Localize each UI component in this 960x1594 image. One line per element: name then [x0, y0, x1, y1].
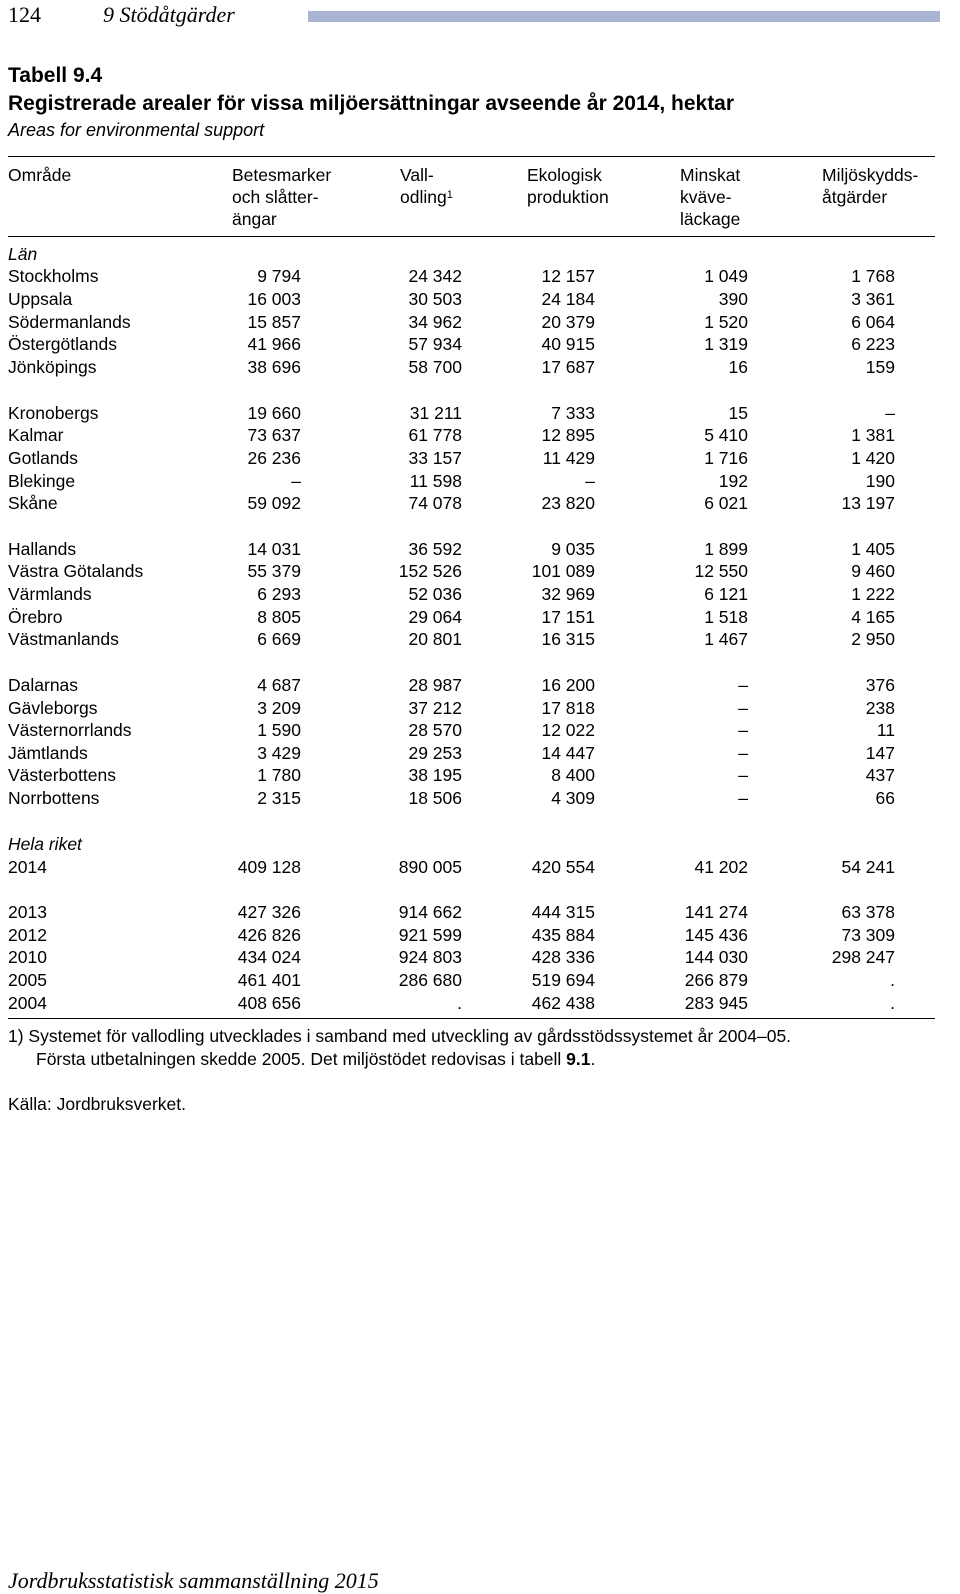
cell-value: 1 405	[851, 539, 895, 559]
cell-value: 31 211	[409, 403, 462, 423]
cell-value: 9 794	[257, 266, 301, 286]
cell-value: –	[738, 698, 748, 718]
cell-value: 6 064	[851, 312, 895, 332]
cell-value: –	[885, 403, 895, 423]
cell-value: 238	[865, 698, 895, 718]
table-row	[0, 719, 960, 741]
cell-value: 8 400	[551, 765, 595, 785]
column-header-ekologisk: Ekologisk produktion	[527, 165, 609, 207]
cell-value: 24 342	[408, 266, 462, 286]
cell-value: 17 151	[541, 607, 595, 627]
cell-value: 11 429	[542, 448, 595, 468]
cell-value: 30 503	[408, 289, 462, 309]
row-label: Östergötlands	[8, 334, 117, 354]
row-label: Gotlands	[8, 448, 79, 468]
cell-value: 390	[718, 289, 748, 309]
cell-value: 428 336	[531, 947, 595, 967]
cell-value: 9 035	[551, 539, 595, 559]
row-label: Södermanlands	[8, 312, 131, 332]
row-label: Värmlands	[8, 584, 92, 604]
cell-value: 12 157	[541, 266, 595, 286]
table-row	[0, 628, 960, 650]
table-row	[0, 969, 960, 991]
cell-value: 1 716	[704, 448, 748, 468]
column-header-area: Område	[8, 165, 72, 185]
cell-value: 1 467	[704, 629, 748, 649]
footnote	[8, 1025, 791, 1071]
cell-value: 54 241	[841, 857, 895, 877]
cell-value: 890 005	[398, 857, 462, 877]
table-row	[0, 946, 960, 968]
cell-value: 36 592	[408, 539, 462, 559]
table-row	[0, 311, 960, 333]
cell-value: 24 184	[541, 289, 595, 309]
cell-value: 1 899	[704, 539, 748, 559]
cell-value: 34 962	[408, 312, 462, 332]
cell-value: –	[738, 788, 748, 808]
row-label: Västernorrlands	[8, 720, 132, 740]
cell-value: 914 662	[398, 902, 462, 922]
cell-value: 192	[718, 471, 748, 491]
row-label: Jönköpings	[8, 357, 97, 377]
table-row	[0, 447, 960, 469]
cell-value: 298 247	[831, 947, 895, 967]
row-label: Örebro	[8, 607, 63, 627]
table-row	[0, 606, 960, 628]
cell-value: 1 768	[851, 266, 895, 286]
cell-value: 16 200	[541, 675, 595, 695]
cell-value: 1 222	[851, 584, 895, 604]
cell-value: 1 420	[851, 448, 895, 468]
cell-value: 73 637	[247, 425, 301, 445]
cell-value: 18 506	[408, 788, 462, 808]
cell-value: 41 966	[247, 334, 301, 354]
cell-value: 1 780	[257, 765, 301, 785]
footnote-line-2-end: .	[590, 1049, 596, 1069]
row-label: Kronobergs	[8, 403, 99, 423]
cell-value: 4 165	[851, 607, 895, 627]
cell-value: –	[291, 471, 301, 491]
cell-value: 58 700	[408, 357, 462, 377]
cell-value: 17 687	[541, 357, 595, 377]
cell-value: 28 987	[408, 675, 462, 695]
cell-value: 17 818	[541, 698, 595, 718]
cell-value: 6 021	[704, 493, 748, 513]
row-label: Norrbottens	[8, 788, 100, 808]
cell-value: 20 801	[408, 629, 462, 649]
table-row	[0, 288, 960, 310]
table-row	[0, 333, 960, 355]
running-header	[8, 2, 940, 30]
cell-value: 32 969	[541, 584, 595, 604]
table-row	[0, 787, 960, 809]
table-bottom-rule	[8, 1018, 935, 1019]
table-top-rule	[8, 156, 935, 157]
cell-value: 6 121	[704, 584, 748, 604]
cell-value: 73 309	[841, 925, 895, 945]
cell-value: 15 857	[247, 312, 301, 332]
footnote-marker: 1	[446, 189, 453, 201]
source-note: Källa: Jordbruksverket.	[8, 1094, 186, 1114]
cell-value: 29 064	[408, 607, 462, 627]
table-row	[0, 674, 960, 696]
cell-value: 286 680	[398, 970, 462, 990]
cell-value: 37 212	[408, 698, 462, 718]
cell-value: 408 656	[237, 993, 301, 1013]
cell-value: –	[585, 471, 595, 491]
cell-value: 6 223	[851, 334, 895, 354]
section-label-lan: Län	[8, 244, 38, 264]
table-row	[0, 992, 960, 1014]
cell-value: 921 599	[398, 925, 462, 945]
cell-value: –	[738, 765, 748, 785]
column-header-minskat: Minskat kväve- läckage	[680, 165, 741, 229]
cell-value: 41 202	[694, 857, 748, 877]
cell-value: 14 031	[247, 539, 301, 559]
cell-value: 1 381	[851, 425, 895, 445]
cell-value: 2 950	[851, 629, 895, 649]
cell-value: 8 805	[257, 607, 301, 627]
table-row	[0, 764, 960, 786]
table-row	[0, 470, 960, 492]
cell-value: 147	[865, 743, 895, 763]
cell-value: 2 315	[257, 788, 301, 808]
cell-value: 3 209	[257, 698, 301, 718]
row-label: Hallands	[8, 539, 77, 559]
table-title: Registrerade arealer för vissa miljöersättningar avseende år 2014, hektar	[8, 92, 735, 115]
table-row	[0, 356, 960, 378]
cell-value: 924 803	[398, 947, 462, 967]
cell-value: .	[890, 970, 895, 990]
cell-value: 462 438	[531, 993, 595, 1013]
cell-value: .	[457, 993, 462, 1013]
cell-value: 435 884	[531, 925, 595, 945]
table-number: Tabell 9.4	[8, 64, 103, 87]
cell-value: 40 915	[541, 334, 595, 354]
cell-value: 11 598	[409, 471, 462, 491]
cell-value: 5 410	[704, 425, 748, 445]
row-label: Jämtlands	[8, 743, 88, 763]
cell-value: 409 128	[237, 857, 301, 877]
section-label-riket: Hela riket	[8, 834, 82, 854]
cell-value: 38 195	[408, 765, 462, 785]
cell-value: 1 049	[704, 266, 748, 286]
cell-value: 144 030	[684, 947, 748, 967]
cell-value: 61 778	[408, 425, 462, 445]
cell-value: 13 197	[841, 493, 895, 513]
cell-value: –	[738, 720, 748, 740]
footnote-line-2	[8, 1048, 791, 1071]
cell-value: 57 934	[408, 334, 462, 354]
table-row	[0, 742, 960, 764]
row-label: 2010	[8, 947, 47, 967]
cell-value: 434 024	[237, 947, 301, 967]
table-row	[0, 265, 960, 287]
row-label: Västerbottens	[8, 765, 116, 785]
footnote-line-1: 1) Systemet för vallodling utvecklades i samband med utveckling av gårdsstödssystemet år 2004–05.	[8, 1026, 792, 1046]
footnote-table-ref: 9.1	[566, 1049, 591, 1069]
table-row	[0, 492, 960, 514]
row-label: Skåne	[8, 493, 58, 513]
page-number: 124	[8, 2, 41, 27]
cell-value: 4 309	[551, 788, 595, 808]
cell-value: 3 361	[851, 289, 895, 309]
cell-value: 26 236	[247, 448, 301, 468]
cell-value: 16 315	[541, 629, 595, 649]
cell-value: 426 826	[237, 925, 301, 945]
cell-value: 29 253	[408, 743, 462, 763]
row-label: Kalmar	[8, 425, 64, 445]
cell-value: 15	[728, 403, 748, 423]
cell-value: 28 570	[408, 720, 462, 740]
cell-value: 1 319	[704, 334, 748, 354]
row-label: Dalarnas	[8, 675, 79, 695]
header-bar	[308, 11, 940, 22]
cell-value: 52 036	[408, 584, 462, 604]
cell-value: 55 379	[247, 561, 301, 581]
cell-value: 7 333	[551, 403, 595, 423]
cell-value: 16	[728, 357, 748, 377]
cell-value: 376	[865, 675, 895, 695]
table-row	[0, 856, 960, 878]
cell-value: –	[738, 675, 748, 695]
row-label: Gävleborgs	[8, 698, 98, 718]
cell-value: 6 293	[257, 584, 301, 604]
cell-value: 74 078	[408, 493, 462, 513]
cell-value: 12 550	[694, 561, 748, 581]
cell-value: 444 315	[531, 902, 595, 922]
cell-value: 12 895	[541, 425, 595, 445]
table-row	[0, 560, 960, 582]
table-row	[0, 697, 960, 719]
cell-value: 33 157	[408, 448, 462, 468]
row-label: 2013	[8, 902, 47, 922]
cell-value: 1 590	[257, 720, 301, 740]
cell-value: 38 696	[247, 357, 301, 377]
header-bottom-rule	[8, 236, 935, 237]
cell-value: 16 003	[247, 289, 301, 309]
cell-value: 23 820	[541, 493, 595, 513]
cell-value: 145 436	[684, 925, 748, 945]
footnote-line-2-text: Första utbetalningen skedde 2005. Det miljöstödet redovisas i tabell	[36, 1049, 567, 1069]
table-row	[0, 901, 960, 923]
table-row	[0, 924, 960, 946]
cell-value: 190	[865, 471, 895, 491]
cell-value: 66	[875, 788, 895, 808]
table-row	[0, 538, 960, 560]
cell-value: 9 460	[851, 561, 895, 581]
column-header-betesmarker: Betesmarker och slåtter- ängar	[232, 165, 332, 229]
cell-value: 266 879	[684, 970, 748, 990]
cell-value: 101 089	[531, 561, 595, 581]
cell-value: 519 694	[531, 970, 595, 990]
row-label: Uppsala	[8, 289, 73, 309]
cell-value: 4 687	[257, 675, 301, 695]
column-header-vallodling-text: Vall- odling	[400, 165, 447, 207]
cell-value: 427 326	[237, 902, 301, 922]
cell-value: 59 092	[247, 493, 301, 513]
row-label: 2014	[8, 857, 47, 877]
cell-value: 461 401	[237, 970, 301, 990]
cell-value: 12 022	[541, 720, 595, 740]
row-label: 2012	[8, 925, 47, 945]
column-header-miljoskydd: Miljöskydds- åtgärder	[822, 165, 919, 207]
column-header-vallodling	[400, 164, 453, 208]
row-label: Västmanlands	[8, 629, 119, 649]
cell-value: 14 447	[541, 743, 595, 763]
cell-value: 159	[865, 357, 895, 377]
table-row	[0, 424, 960, 446]
cell-value: 11	[876, 720, 895, 740]
cell-value: 1 520	[704, 312, 748, 332]
cell-value: 283 945	[684, 993, 748, 1013]
page-footer: Jordbruksstatistisk sammanställning 2015	[8, 1568, 379, 1593]
cell-value: 152 526	[398, 561, 462, 581]
row-label: Stockholms	[8, 266, 99, 286]
cell-value: 19 660	[247, 403, 301, 423]
row-label: 2005	[8, 970, 47, 990]
cell-value: 6 669	[257, 629, 301, 649]
table-row	[0, 583, 960, 605]
table-subtitle: Areas for environmental support	[8, 120, 265, 140]
table-row	[0, 402, 960, 424]
cell-value: 141 274	[684, 902, 748, 922]
cell-value: 3 429	[257, 743, 301, 763]
row-label: Blekinge	[8, 471, 76, 491]
cell-value: 420 554	[531, 857, 595, 877]
cell-value: –	[738, 743, 748, 763]
cell-value: 63 378	[841, 902, 895, 922]
row-label: 2004	[8, 993, 47, 1013]
cell-value: 20 379	[541, 312, 595, 332]
cell-value: 437	[865, 765, 895, 785]
cell-value: .	[890, 993, 895, 1013]
row-label: Västra Götalands	[8, 561, 144, 581]
cell-value: 1 518	[704, 607, 748, 627]
chapter-title: 9 Stödåtgärder	[103, 2, 235, 27]
